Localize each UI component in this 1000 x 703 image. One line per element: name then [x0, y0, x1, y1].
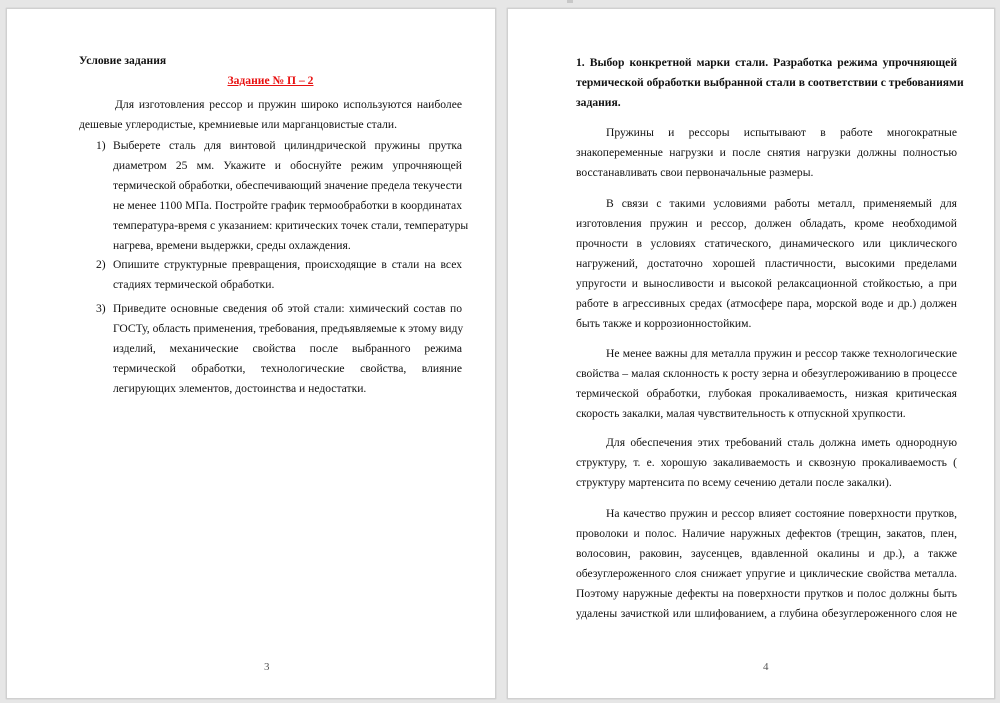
paragraph	[576, 504, 957, 624]
page-4	[507, 8, 995, 699]
text-line: удалены зачисткой или шлифованием, а глубина обезуглероженного слоя не	[576, 607, 957, 620]
text-line: дешевые углеродистые, кремниевые или марганцовистые стали.	[79, 118, 398, 131]
text-line: обезуглероженного слоя снижает упругие и циклические свойства металла.	[576, 567, 957, 580]
list-number: 1)	[96, 139, 106, 152]
text-line: задания.	[576, 96, 621, 109]
text-line: работе в агрессивных средах (атмосфере пара, морской воде и др.) должен	[576, 297, 957, 310]
text-line: ГОСТу, область применения, требования, предъявляемые к этому виду	[113, 322, 464, 335]
text-line: На качество пружин и рессор влияет состояние поверхности прутков,	[606, 507, 957, 520]
paragraph	[576, 433, 957, 493]
text-line: Выберете сталь для винтовой цилиндрической пружины прутка	[113, 139, 462, 152]
scroll-marker	[567, 0, 573, 3]
text-line: термической обработки, технологические свойства, влияние	[113, 362, 462, 375]
text-line: термической обработки, обеспечивающий значение предела текучести	[113, 179, 463, 192]
text-line: термической обработки выбранной стали в соответствии с требованиями	[576, 76, 964, 89]
task-title	[79, 71, 462, 91]
text-line: Не менее важны для металла пружин и рессор также технологические	[606, 347, 957, 360]
text-line: волосовин, раковин, заусенцев, вдавленной окалины и др.), а также	[576, 547, 957, 560]
text-line: структуру, т. е. хорошую закаливаемость и сквозную прокаливаемость (	[576, 456, 957, 469]
condition-heading: Условие задания	[79, 54, 167, 67]
text-line: структуру мартенсита по всему сечению детали после закалки).	[576, 476, 892, 489]
list-item	[96, 136, 469, 256]
list-number: 2)	[96, 258, 106, 271]
text-line: Опишите структурные превращения, происходящие в стали на всех	[113, 258, 462, 271]
text-line: 1. Выбор конкретной марки стали. Разработка режима упрочняющей	[576, 56, 957, 69]
list-item	[96, 299, 462, 399]
page-number: 4	[763, 661, 769, 673]
intro-paragraph	[79, 95, 462, 135]
paragraph	[576, 194, 957, 334]
list-item	[96, 255, 462, 295]
text-line: восстанавливать свои первоначальные размеры.	[576, 166, 814, 179]
section-heading	[576, 53, 964, 113]
task-title-text: Задание № П – 2	[227, 74, 314, 87]
text-line: знакопеременные нагрузки и после снятия нагрузки должны полностью	[576, 146, 957, 159]
text-line: проволоки и полос. Наличие наружных дефектов (трещин, закатов, плен,	[576, 527, 957, 540]
page-3	[6, 8, 496, 699]
text-line: В связи с такими условиями работы металл, применяемый для	[606, 197, 957, 210]
paragraph	[576, 344, 957, 424]
text-line: упругости и выносливости и высокой релаксационной стойкостью, а при	[576, 277, 957, 290]
text-line: нагружений, достаточно хорошей пластичности, высокими пределами	[576, 257, 957, 270]
text-line: легирующих элементов, достоинства и недостатки.	[113, 382, 367, 395]
text-line: Поэтому наружные дефекты на поверхности прутков и полос должны быть	[576, 587, 957, 600]
text-line: нагрева, времени выдержки, среды охлаждения.	[113, 239, 351, 252]
text-line: Для изготовления рессор и пружин широко используются наиболее	[115, 98, 462, 111]
text-line: температура-время с указанием: критических точек стали, температуры	[113, 219, 469, 232]
list-number: 3)	[96, 302, 106, 315]
text-line: изделий, механические свойства после выбранного режима	[113, 342, 462, 355]
text-line: Для обеспечения этих требований сталь должна иметь однородную	[606, 436, 957, 449]
text-line: изготовления пружин и рессор, должен обладать, кроме необходимой	[576, 217, 957, 230]
text-line: не менее 1100 МПа. Постройте график термообработки в координатах	[113, 199, 462, 212]
text-line: Приведите основные сведения об этой стали: химический состав по	[113, 302, 462, 315]
text-line: скорость закалки, малая чувствительность к отпускной хрупкости.	[576, 407, 906, 420]
text-line: свойства – малая склонность к росту зерна и обезуглероживанию в процессе	[576, 367, 957, 380]
page-number: 3	[264, 661, 270, 673]
text-line: диаметром 25 мм. Укажите и обоснуйте режим упрочняющей	[113, 159, 462, 172]
paragraph	[576, 123, 957, 183]
text-line: быть также и коррозионностойким.	[576, 317, 752, 330]
text-line: Пружины и рессоры испытывают в работе многократные	[606, 126, 957, 139]
text-line: стадиях термической обработки.	[113, 278, 275, 291]
text-line: прочности в условиях статического, динамического или циклического	[576, 237, 957, 250]
text-line: термической обработки, глубокая прокаливаемость, низкая критическая	[576, 387, 957, 400]
